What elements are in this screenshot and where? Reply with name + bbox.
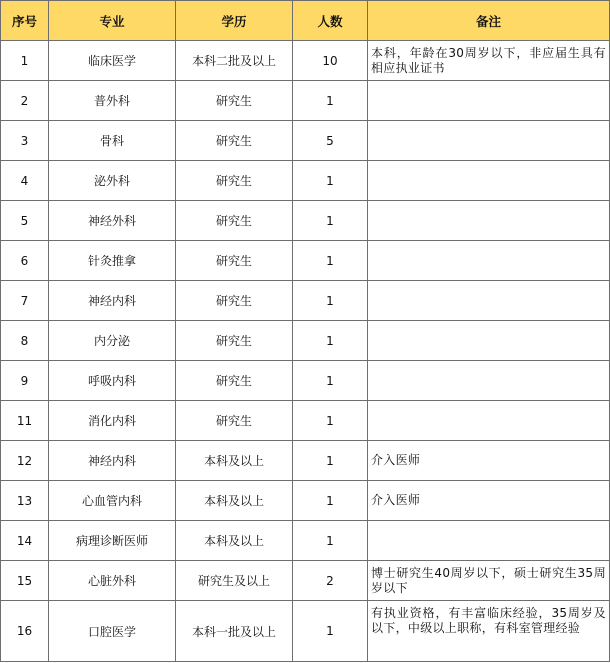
- cell-note: [368, 241, 610, 281]
- cell-major: 消化内科: [49, 401, 176, 441]
- cell-no: 2: [1, 81, 49, 121]
- cell-education: 本科及以上: [176, 481, 293, 521]
- cell-no: 14: [1, 521, 49, 561]
- cell-education: 研究生及以上: [176, 561, 293, 601]
- header-count: 人数: [293, 1, 368, 41]
- table-row: [1, 561, 610, 601]
- cell-note: 介入医师: [368, 481, 610, 521]
- cell-education: 本科及以上: [176, 521, 293, 561]
- table-row: [1, 521, 610, 561]
- cell-count: 1: [293, 481, 368, 521]
- header-major: 专业: [49, 1, 176, 41]
- cell-count: 1: [293, 281, 368, 321]
- cell-no: 12: [1, 441, 49, 481]
- table-row: [1, 401, 610, 441]
- cell-major: 口腔医学: [49, 601, 176, 662]
- header-row: [1, 1, 610, 41]
- cell-no: 5: [1, 201, 49, 241]
- cell-no: 15: [1, 561, 49, 601]
- table-row: [1, 241, 610, 281]
- cell-education: 研究生: [176, 321, 293, 361]
- cell-note: [368, 201, 610, 241]
- cell-note: [368, 161, 610, 201]
- cell-no: 3: [1, 121, 49, 161]
- cell-no: 7: [1, 281, 49, 321]
- table-row: [1, 281, 610, 321]
- cell-no: 11: [1, 401, 49, 441]
- cell-note: 有执业资格，有丰富临床经验，35周岁及以下，中级以上职称，有科室管理经验: [368, 601, 610, 662]
- table-row: [1, 121, 610, 161]
- cell-major: 针灸推拿: [49, 241, 176, 281]
- cell-count: 1: [293, 161, 368, 201]
- table-row: [1, 81, 610, 121]
- cell-major: 心血管内科: [49, 481, 176, 521]
- cell-note: 博士研究生40周岁以下，硕士研究生35周岁以下: [368, 561, 610, 601]
- cell-count: 1: [293, 521, 368, 561]
- cell-no: 4: [1, 161, 49, 201]
- cell-major: 临床医学: [49, 41, 176, 81]
- cell-no: 1: [1, 41, 49, 81]
- cell-note: [368, 361, 610, 401]
- cell-education: 本科及以上: [176, 441, 293, 481]
- cell-education: 研究生: [176, 81, 293, 121]
- table-row: [1, 481, 610, 521]
- table-row: [1, 41, 610, 81]
- cell-count: 1: [293, 361, 368, 401]
- cell-count: 1: [293, 601, 368, 662]
- cell-major: 病理诊断医师: [49, 521, 176, 561]
- cell-education: 研究生: [176, 281, 293, 321]
- cell-no: 16: [1, 601, 49, 662]
- cell-major: 神经外科: [49, 201, 176, 241]
- cell-education: 研究生: [176, 161, 293, 201]
- table-row: [1, 201, 610, 241]
- table-row: [1, 161, 610, 201]
- cell-count: 5: [293, 121, 368, 161]
- cell-no: 9: [1, 361, 49, 401]
- cell-major: 普外科: [49, 81, 176, 121]
- header-no: 序号: [1, 1, 49, 41]
- cell-note: [368, 321, 610, 361]
- table-row: [1, 441, 610, 481]
- cell-count: 1: [293, 441, 368, 481]
- cell-education: 研究生: [176, 121, 293, 161]
- cell-no: 8: [1, 321, 49, 361]
- cell-no: 13: [1, 481, 49, 521]
- cell-count: 1: [293, 81, 368, 121]
- cell-major: 骨科: [49, 121, 176, 161]
- table-row: [1, 601, 610, 662]
- cell-education: 研究生: [176, 241, 293, 281]
- cell-no: 6: [1, 241, 49, 281]
- cell-note: [368, 121, 610, 161]
- cell-education: 本科一批及以上: [176, 601, 293, 662]
- header-note: 备注: [368, 1, 610, 41]
- cell-note: 本科，年龄在30周岁以下，非应届生具有相应执业证书: [368, 41, 610, 81]
- cell-major: 神经内科: [49, 281, 176, 321]
- cell-note: 介入医师: [368, 441, 610, 481]
- cell-count: 1: [293, 401, 368, 441]
- cell-count: 10: [293, 41, 368, 81]
- cell-count: 1: [293, 321, 368, 361]
- cell-major: 内分泌: [49, 321, 176, 361]
- cell-education: 研究生: [176, 201, 293, 241]
- cell-count: 1: [293, 241, 368, 281]
- cell-major: 泌外科: [49, 161, 176, 201]
- cell-major: 呼吸内科: [49, 361, 176, 401]
- cell-education: 研究生: [176, 401, 293, 441]
- cell-note: [368, 401, 610, 441]
- cell-note: [368, 281, 610, 321]
- cell-major: 心脏外科: [49, 561, 176, 601]
- header-education: 学历: [176, 1, 293, 41]
- table-row: [1, 361, 610, 401]
- cell-note: [368, 521, 610, 561]
- cell-education: 本科二批及以上: [176, 41, 293, 81]
- table-row: [1, 321, 610, 361]
- cell-count: 1: [293, 201, 368, 241]
- cell-count: 2: [293, 561, 368, 601]
- cell-major: 神经内科: [49, 441, 176, 481]
- cell-note: [368, 81, 610, 121]
- cell-education: 研究生: [176, 361, 293, 401]
